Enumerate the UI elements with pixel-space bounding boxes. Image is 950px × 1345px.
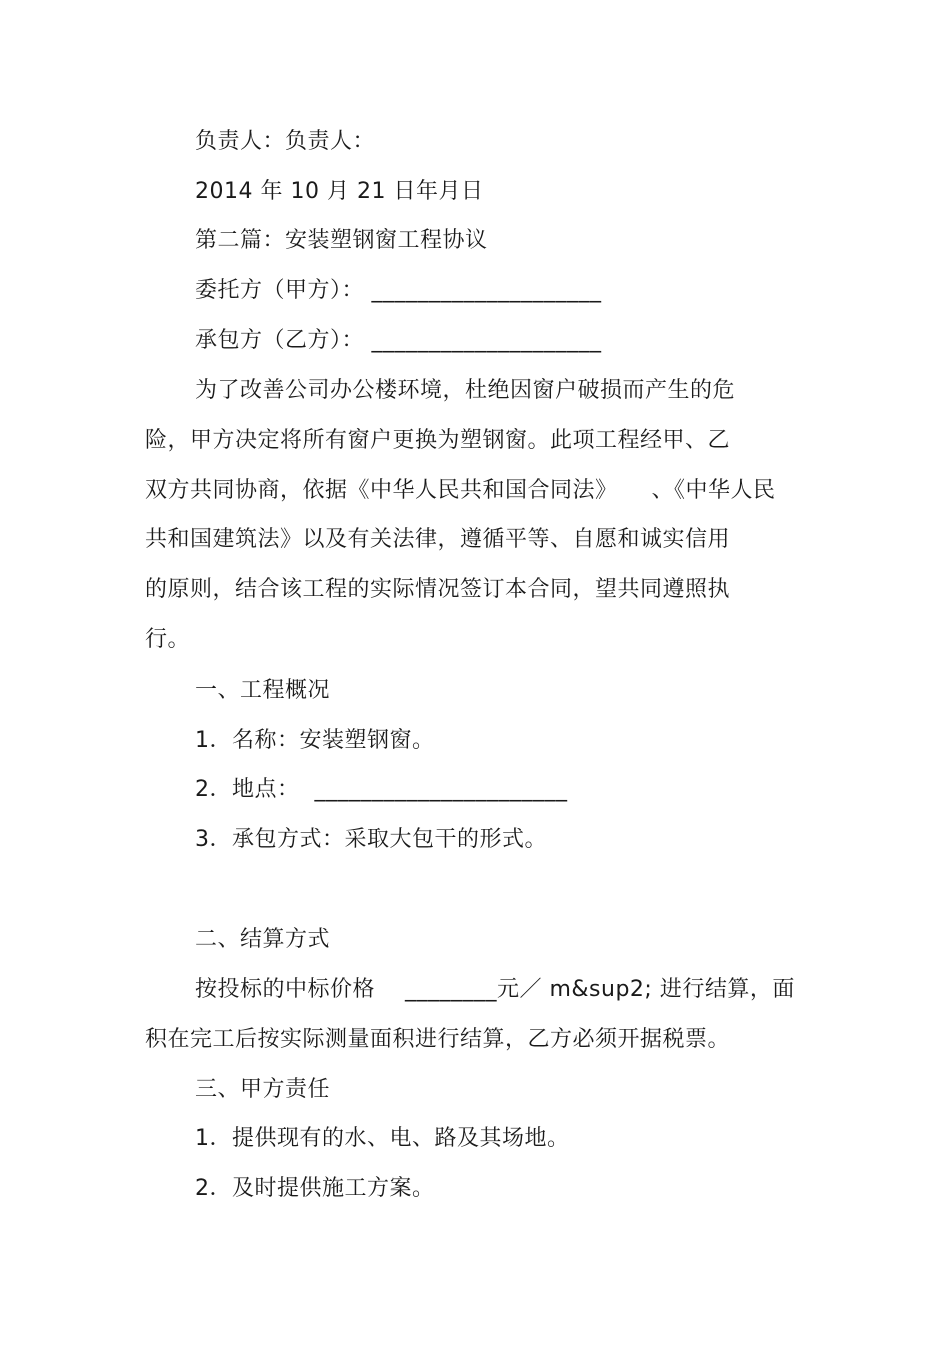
paragraph-line: 行。 [145, 627, 191, 652]
paragraph-line: 为了改善公司办公楼环境，杜绝因窗户破损而产生的危 [195, 378, 736, 403]
paragraph-line: 按投标的中标价格 ________元／ m&sup2; 进行结算，面 [195, 977, 795, 1002]
paragraph-line: 积在完工后按实际测量面积进行结算，乙方必须开据税票。 [145, 1027, 731, 1052]
list-item: 1．名称：安装塑钢窗。 [195, 728, 435, 753]
paragraph-line: 双方共同协商，依据《中华人民共和国合同法》 、《中华人民 [145, 478, 776, 503]
section-heading: 三、甲方责任 [195, 1077, 331, 1102]
signatory-line: 负责人：负责人： [195, 129, 376, 154]
list-item: 3．承包方式：采取大包干的形式。 [195, 827, 547, 852]
list-item: 1．提供现有的水、电、路及其场地。 [195, 1126, 570, 1151]
paragraph-line: 险，甲方决定将所有窗户更换为塑钢窗。此项工程经甲、乙 [145, 428, 731, 453]
list-item: 2．及时提供施工方案。 [195, 1176, 435, 1201]
section-heading: 二、结算方式 [195, 927, 331, 952]
section-heading: 一、工程概况 [195, 678, 331, 703]
paragraph-line: 的原则，结合该工程的实际情况签订本合同，望共同遵照执 [145, 577, 731, 602]
paragraph-line: 共和国建筑法》以及有关法律，遵循平等、自愿和诚实信用 [145, 527, 731, 552]
list-item: 2．地点： ______________________ [195, 777, 568, 802]
party-b-line: 承包方（乙方）： ____________________ [195, 328, 602, 353]
date-line: 2014 年 10 月 21 日年月日 [195, 179, 484, 204]
section-title: 第二篇：安装塑钢窗工程协议 [195, 228, 488, 253]
party-a-line: 委托方（甲方）： ____________________ [195, 278, 602, 303]
